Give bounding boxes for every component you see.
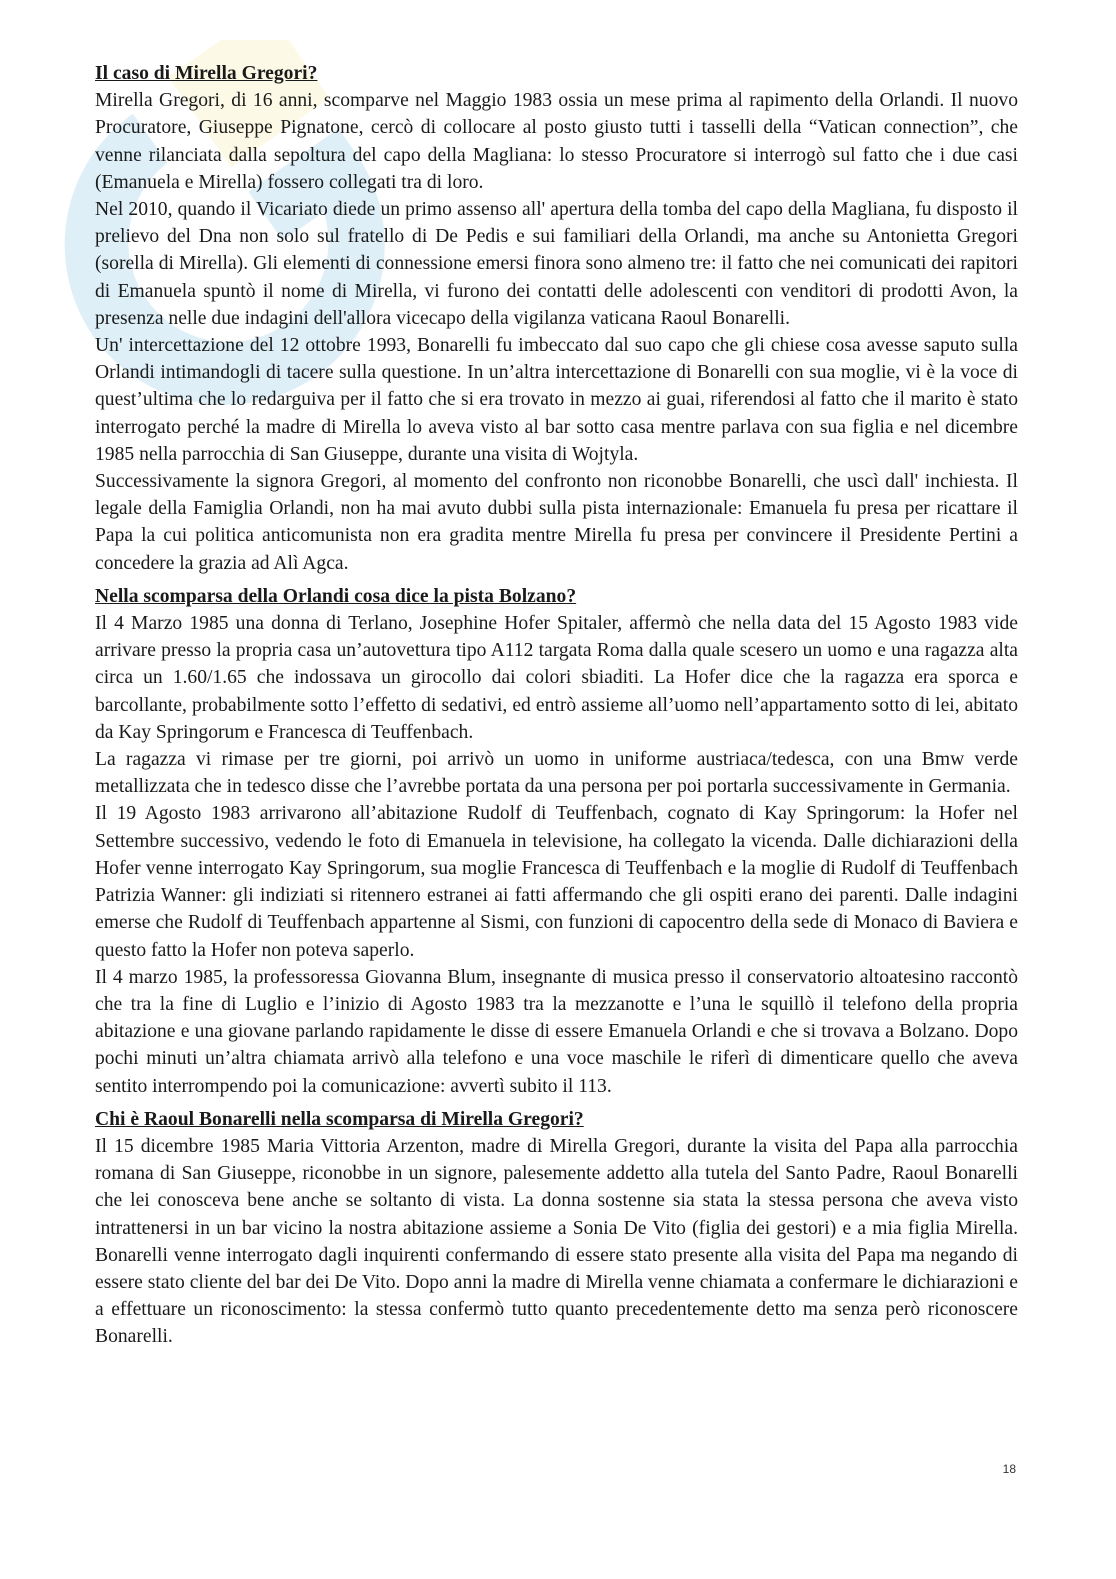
paragraph: Il 15 dicembre 1985 Maria Vittoria Arzenton, madre di Mirella Gregori, durante la visita del Papa alla parrocchia romana di San Giuseppe, riconobbe in un signore, palesemente addetto alla tutela del Santo Padre, Raoul Bonarelli che lei conosceva bene anche se soltanto di vista. La donna sostenne sia stata la stessa persona che aveva visto intrattenersi in un bar vicino la nostra abitazione assieme a Sonia De Vito (figlia dei gestori) e a mia figlia Mirella. Bonarelli venne interrogato dagli inquirenti confermando di essere stato presente alla visita del Papa ma negando di essere stato cliente del bar dei De Vito. Dopo anni la madre di Mirella venne chiamata a confermare le dichiarazioni e a effettuare un riconoscimento: la stessa confermò tutto quanto precedentemente detto ma senza però riconoscere Bonarelli. <box>95 1135 1018 1348</box>
paragraph: Il 19 Agosto 1983 arrivarono all’abitazione Rudolf di Teuffenbach, cognato di Kay Springorum: la Hofer nel Settembre successivo, vedendo le foto di Emanuela in televisione, ha collegato la vicenda. Dalle dichiarazioni della Hofer venne interrogato Kay Springorum, sua moglie Francesca di Teuffenbach e la moglie di Rudolf di Teuffenbach Patrizia Wanner: gli indiziati si ritennero estranei ai fatti affermando che gli ospiti erano dei parenti. Dalle indagini emerse che Rudolf di Teuffenbach appartenne al Sismi, con funzioni di capocentro della sede di Monaco di Baviera e questo fatto la Hofer non poteva saperlo. <box>95 803 1018 961</box>
paragraph: Il 4 Marzo 1985 una donna di Terlano, Josephine Hofer Spitaler, affermò che nella data del 15 Agosto 1983 vide arrivare presso la propria casa un’autovettura tipo A112 targata Roma dalla quale scesero un uomo e una ragazza alta circa un 1.60/1.65 che indossava un girocollo dai colori sbiaditi. La Hofer dice che la ragazza era sporca e barcollante, probabilmente sotto l’effetto di sedativi, ed entrò assieme all’uomo nell’appartamento sotto di lei, abitato da Kay Springorum e Francesca di Teuffenbach. <box>95 613 1018 743</box>
section-heading: Il caso di Mirella Gregori? <box>95 63 318 84</box>
section-heading: Chi è Raoul Bonarelli nella scomparsa di Mirella Gregori? <box>95 1108 584 1130</box>
document-page <box>95 60 1018 1351</box>
paragraph: Un' intercettazione del 12 ottobre 1993, Bonarelli fu imbeccato dal suo capo che gli chiese cosa avesse saputo sulla Orlandi intimandogli di tacere sulla questione. In un’altra intercettazione di Bonarelli con sua moglie, vi è la voce di quest’ultima che lo redarguiva per il fatto che si era trovato in mezzo ai guai, riferendosi al fatto che il marito è stato interrogato perché la madre di Mirella lo aveva visto al bar sotto casa mentre parlava con sua figlia e nel dicembre 1985 nella parrocchia di San Giuseppe, durante una visita di Wojtyla. <box>95 335 1018 465</box>
paragraph: Il 4 marzo 1985, la professoressa Giovanna Blum, insegnante di musica presso il conservatorio altoatesino raccontò che tra la fine di Luglio e l’inizio di Agosto 1983 tra la mezzanotte e l’una le squillò il telefono della propria abitazione e una giovane parlando rapidamente le disse di essere Emanuela Orlandi e che si trovava a Bolzano. Dopo pochi minuti un’altra chiamata arrivò alla telefono e una voce maschile le riferì di dimenticare quello che aveva sentito interrompendo poi la comunicazione: avvertì subito il 113. <box>95 966 1018 1097</box>
page-number: 18 <box>1002 1462 1016 1476</box>
paragraph: Nel 2010, quando il Vicariato diede un primo assenso all' apertura della tomba del capo della Magliana, fu disposto il prelievo del Dna non solo sul fratello di De Pedis e sui familiari della Orlandi, ma anche su Antonietta Gregori (sorella di Mirella). Gli elementi di connessione emersi finora sono almeno tre: il fatto che nei comunicati dei rapitori di Emanuela spuntò il nome di Mirella, vi furono dei contatti delle adolescenti con venditori di prodotti Avon, la presenza nelle due indagini dell'allora vicecapo della vigilanza vaticana Raoul Bonarelli. <box>95 199 1018 329</box>
paragraph: Mirella Gregori, di 16 anni, scomparve nel Maggio 1983 ossia un mese prima al rapimento della Orlandi. Il nuovo Procuratore, Giuseppe Pignatone, cercò di collocare al posto giusto tutti i tasselli della “Vatican connection”, che venne rilanciata dalla sepoltura del capo della Magliana: lo stesso Procuratore si interrogò sul fatto che i due casi (Emanuela e Mirella) fossero collegati tra di loro. <box>95 90 1018 193</box>
section-pista-bolzano <box>95 583 1018 1100</box>
section-raoul-bonarelli <box>95 1106 1018 1351</box>
section-mirella-gregori <box>95 60 1018 577</box>
paragraph: Successivamente la signora Gregori, al momento del confronto non riconobbe Bonarelli, che uscì dall' inchiesta. Il legale della Famiglia Orlandi, non ha mai avuto dubbi sulla pista internazionale: Emanuela fu presa per ricattare il Papa la cui politica anticomunista non era gradita mentre Mirella fu presa per convincere il Presidente Pertini a concedere la grazia ad Alì Agca. <box>95 471 1018 574</box>
section-heading: Nella scomparsa della Orlandi cosa dice la pista Bolzano? <box>95 585 577 607</box>
paragraph: La ragazza vi rimase per tre giorni, poi arrivò un uomo in uniforme austriaca/tedesca, con una Bmw verde metallizzata che in tedesco disse che l’avrebbe portata da una persona per poi portarla successivamente in Germania. <box>95 749 1018 798</box>
